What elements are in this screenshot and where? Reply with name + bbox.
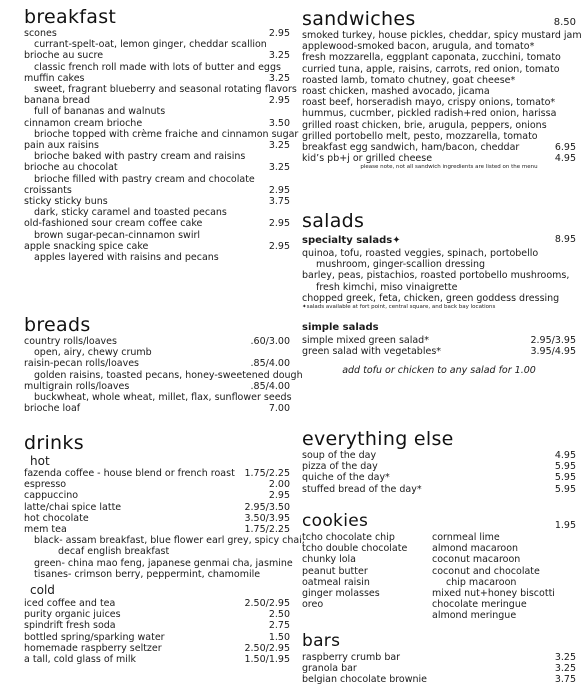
sandwiches-section <box>302 8 582 171</box>
item-price: 2.95 <box>268 95 290 107</box>
item-price: 6.95 <box>554 142 576 154</box>
item-description: brioche filled with pastry cream and chocolate <box>34 173 255 185</box>
menu-item <box>24 218 290 229</box>
drink-item <box>24 609 290 620</box>
item-description: golden raisins, toasted pecans, honey-sweetened dough <box>34 369 303 381</box>
sandwich-item: roasted lamb, tomato chutney, goat cheese* <box>302 74 516 86</box>
drink-item <box>24 513 290 524</box>
menu-item <box>24 118 290 129</box>
cold-drinks-list <box>24 598 290 665</box>
breakfast-section <box>24 6 299 264</box>
sandwich-item: curried tuna, apple, raisins, carrots, red onion, tomato <box>302 63 560 75</box>
cold-subheading: cold <box>30 583 55 598</box>
item-name: raisin-pecan rolls/loaves <box>24 358 139 370</box>
item-price: .85/4.00 <box>250 380 290 392</box>
cookie-item: ginger molasses <box>302 588 380 600</box>
item-name: mem tea <box>24 524 67 536</box>
bar-item <box>302 652 576 663</box>
item-description: dark, sticky caramel and toasted pecans <box>34 207 227 219</box>
hot-subheading: hot <box>30 454 50 468</box>
item-name: espresso <box>24 479 67 491</box>
item-price: 2.95/3.50 <box>244 501 290 513</box>
item-name: banana bread <box>24 95 90 107</box>
item-price: 1.50 <box>268 631 290 643</box>
item-name: granola bar <box>302 663 357 675</box>
item-name: iced coffee and tea <box>24 598 116 610</box>
item-price: 2.50/2.95 <box>244 598 290 610</box>
item-name: green salad with vegetables* <box>302 346 442 358</box>
item-price: .60/3.00 <box>250 336 290 347</box>
menu-item <box>24 241 290 252</box>
item-name: cappuccino <box>24 490 79 502</box>
specialty-salads-price: 8.95 <box>554 234 576 245</box>
sandwich-note: please note, not all sandwich ingredients are listed on the menu <box>360 164 538 171</box>
salads-heading: salads <box>302 210 365 232</box>
drink-item <box>24 620 290 631</box>
drink-item <box>24 654 290 665</box>
hot-drinks-list <box>24 468 290 535</box>
item-name: apple snacking spice cake <box>24 240 149 252</box>
sandwich-item: grilled portobello melt, pesto, mozzarella, tomato <box>302 130 538 142</box>
item-name: old-fashioned sour cream coffee cake <box>24 218 203 230</box>
item-price: 1.75/2.25 <box>244 524 290 536</box>
item-name: spindrift fresh soda <box>24 620 116 632</box>
tea-description: decaf english breakfast <box>58 546 170 558</box>
sandwich-item: hummus, cucmber, pickled radish+red onion, harissa <box>302 108 557 120</box>
bar-item <box>302 663 576 674</box>
cookie-item: oreo <box>302 599 324 611</box>
item-description: classic french roll made with lots of butter and eggs <box>34 61 281 73</box>
menu-item <box>24 95 290 106</box>
item-price: 4.95 <box>554 153 576 165</box>
item-name: latte/chai spice latte <box>24 501 122 513</box>
item-price: 2.95 <box>268 490 290 502</box>
item-name: multigrain rolls/loaves <box>24 380 130 392</box>
tea-description: black- assam breakfast, blue flower earl grey, spicy chai, <box>34 535 305 547</box>
item-name: soup of the day <box>302 450 377 461</box>
salad-line: mushroom, ginger-scallion dressing <box>316 259 486 271</box>
item-price: 2.00 <box>268 479 290 491</box>
item-name: a tall, cold glass of milk <box>24 654 137 666</box>
item-price: 2.95/3.95 <box>530 335 576 347</box>
sandwich-item <box>302 142 576 153</box>
menu-item <box>24 381 290 392</box>
breads-section <box>24 314 303 415</box>
item-name: breakfast egg sandwich, ham/bacon, cheddar <box>302 142 520 154</box>
item-description: buckwheat, whole wheat, millet, flax, sunflower seeds <box>34 392 292 404</box>
menu-item <box>24 28 290 39</box>
item-price: 3.25 <box>554 652 576 663</box>
item-name: stuffed bread of the day* <box>302 483 422 495</box>
drink-item <box>24 490 290 501</box>
item-name: brioche au sucre <box>24 50 104 62</box>
specialty-salads-note: ✦salads available at fort point, central square, and back bay locations <box>302 304 496 311</box>
salad-line: chopped greek, feta, chicken, green goddess dressing <box>302 292 560 304</box>
item-price: 2.75 <box>268 620 290 632</box>
drink-item <box>24 524 290 535</box>
item-description: brioche topped with crème fraiche and cinnamon sugar <box>34 128 299 140</box>
item-price: 2.95 <box>268 184 290 196</box>
item-name: simple mixed green salad* <box>302 335 429 347</box>
salad-item <box>302 346 576 357</box>
cookie-item: chip macaroon <box>446 576 517 588</box>
item-price: 3.75 <box>268 196 290 208</box>
item-name: brioche au chocolat <box>24 162 118 174</box>
item-description: brioche baked with pastry cream and raisins <box>34 151 246 163</box>
sandwich-item <box>302 153 576 164</box>
drink-item <box>24 479 290 490</box>
salads-section <box>302 210 576 377</box>
item-price: 2.95 <box>268 218 290 230</box>
item-name: pizza of the day <box>302 461 378 473</box>
item-name: muffin cakes <box>24 72 85 84</box>
cookies-heading: cookies <box>302 511 369 531</box>
salad-item <box>302 335 576 346</box>
drinks-section <box>24 432 305 666</box>
item-price: 3.25 <box>268 50 290 62</box>
item-name: raspberry crumb bar <box>302 652 401 663</box>
menu-item <box>24 140 290 151</box>
cookie-item: tcho chocolate chip <box>302 532 395 543</box>
cookie-item: almond macaroon <box>432 543 519 555</box>
cookie-item: chunky lola <box>302 554 357 566</box>
sandwich-item: fresh mozzarella, eggplant caponata, zucchini, tomato <box>302 52 561 64</box>
item-price: 3.25 <box>268 162 290 174</box>
menu-item <box>24 403 290 414</box>
cookies-section <box>302 510 576 640</box>
sandwich-item: smoked turkey, house pickles, cheddar, spicy mustard jam <box>302 30 582 41</box>
breads-list <box>24 336 303 415</box>
sandwich-list <box>302 30 582 142</box>
cookie-item: coconut and chocolate <box>432 565 540 577</box>
sandwich-item: applewood-smoked bacon, arugula, and tomato* <box>302 41 535 53</box>
bar-item <box>302 674 576 685</box>
sandwiches-price: 8.50 <box>553 17 576 28</box>
breakfast-list <box>24 28 299 264</box>
item-price: 2.50 <box>268 609 290 621</box>
menu-item <box>24 358 290 369</box>
menu-item <box>24 162 290 173</box>
item-name: homemade raspberry seltzer <box>24 642 162 654</box>
item-price: 2.95 <box>268 28 290 39</box>
specialty-salad-list <box>302 248 576 304</box>
bars-list <box>302 652 576 686</box>
item-name: kid’s pb+j or grilled cheese <box>302 153 433 165</box>
item-description: open, airy, chewy crumb <box>34 347 152 359</box>
else-item <box>302 484 576 495</box>
sandwich-item: grilled roast chicken, brie, arugula, peppers, onions <box>302 119 547 131</box>
cookies-left-list <box>302 532 407 610</box>
tea-list <box>24 535 305 580</box>
tea-description: tisanes- crimson berry, peppermint, chamomile <box>34 568 261 580</box>
cookies-price: 1.95 <box>554 520 576 531</box>
item-price: 1.50/1.95 <box>244 654 290 666</box>
item-name: scones <box>24 28 57 39</box>
cookie-item: peanut butter <box>302 565 368 577</box>
cookie-item: cornmeal lime <box>432 532 500 543</box>
cookie-item: coconut macaroon <box>432 554 521 566</box>
item-name: hot chocolate <box>24 512 89 524</box>
item-price: 1.75/2.25 <box>244 468 290 479</box>
item-price: 7.00 <box>268 403 290 415</box>
item-description: currant-spelt-oat, lemon ginger, cheddar scallion <box>34 39 267 51</box>
breads-heading: breads <box>24 314 91 336</box>
cookie-item: chocolate meringue <box>432 599 527 611</box>
sandwich-item: roast chicken, mashed avocado, jicama <box>302 86 490 98</box>
drink-item <box>24 468 290 479</box>
item-description: apples layered with raisins and pecans <box>34 252 219 264</box>
item-name: bottled spring/sparking water <box>24 631 165 643</box>
menu-item <box>24 196 290 207</box>
item-name: brioche loaf <box>24 403 81 415</box>
simple-salad-list <box>302 335 576 357</box>
everything-else-section <box>302 428 576 495</box>
salad-line: barley, peas, pistachios, roasted portobello mushrooms, <box>302 270 570 282</box>
item-price: 5.95 <box>554 472 576 484</box>
item-price: 4.95 <box>554 450 576 461</box>
everything-else-heading: everything else <box>302 428 454 450</box>
drinks-heading: drinks <box>24 432 84 454</box>
item-name: cinnamon cream brioche <box>24 117 143 129</box>
drink-item <box>24 632 290 643</box>
breakfast-heading: breakfast <box>24 6 117 28</box>
menu-item <box>24 73 290 84</box>
cookie-item: tcho double chocolate <box>302 543 408 555</box>
item-price: 3.50 <box>268 117 290 129</box>
item-price: 3.50/3.95 <box>244 512 290 524</box>
item-price: 3.25 <box>554 663 576 675</box>
item-name: croissants <box>24 184 72 196</box>
drink-item <box>24 502 290 513</box>
item-name: belgian chocolate brownie <box>302 674 428 686</box>
drink-item <box>24 598 290 609</box>
bars-section <box>302 630 576 686</box>
item-price: 3.95/4.95 <box>530 346 576 358</box>
item-name: country rolls/loaves <box>24 336 117 347</box>
menu-item <box>24 336 290 347</box>
item-name: sticky sticky buns <box>24 196 108 208</box>
item-description: full of bananas and walnuts <box>34 106 166 118</box>
else-item <box>302 472 576 483</box>
item-price: 5.95 <box>554 461 576 473</box>
item-description: brown sugar-pecan-cinnamon swirl <box>34 229 201 241</box>
item-price: 2.50/2.95 <box>244 642 290 654</box>
item-name: quiche of the day* <box>302 472 390 484</box>
sandwich-priced-list <box>302 142 576 164</box>
item-name: purity organic juices <box>24 609 121 621</box>
else-item <box>302 461 576 472</box>
sandwiches-heading: sandwiches <box>302 8 416 30</box>
salad-line: fresh kimchi, miso vinaigrette <box>316 281 458 293</box>
cookie-item: oatmeal raisin <box>302 576 370 588</box>
drink-item <box>24 643 290 654</box>
cookie-item: almond meringue <box>432 610 517 622</box>
tea-description: green- china mao feng, japanese genmai cha, jasmine <box>34 557 293 569</box>
salad-line: quinoa, tofu, roasted veggies, spinach, portobello <box>302 248 539 259</box>
item-description: sweet, fragrant blueberry and seasonal rotating flavors <box>34 84 297 96</box>
item-price: 3.25 <box>268 72 290 84</box>
item-price: 3.75 <box>554 674 576 686</box>
else-item <box>302 450 576 461</box>
menu-item <box>24 185 290 196</box>
item-price: 3.25 <box>268 140 290 152</box>
bars-heading: bars <box>302 631 341 651</box>
cookie-item: mixed nut+honey biscotti <box>432 588 555 600</box>
item-name: fazenda coffee - house blend or french roast <box>24 468 235 479</box>
simple-salads-label: simple salads <box>302 322 379 334</box>
item-price: 2.95 <box>268 240 290 252</box>
item-name: pain aux raisins <box>24 140 99 152</box>
everything-else-list <box>302 450 576 495</box>
salad-addon-note: add tofu or chicken to any salad for 1.00 <box>342 365 536 377</box>
cookies-right-list <box>432 532 576 622</box>
sandwich-item: roast beef, horseradish mayo, crispy onions, tomato* <box>302 97 556 109</box>
specialty-salads-label: specialty salads✦ <box>302 235 401 246</box>
item-price: .85/4.00 <box>250 358 290 370</box>
item-price: 5.95 <box>554 483 576 495</box>
menu-item <box>24 50 290 61</box>
